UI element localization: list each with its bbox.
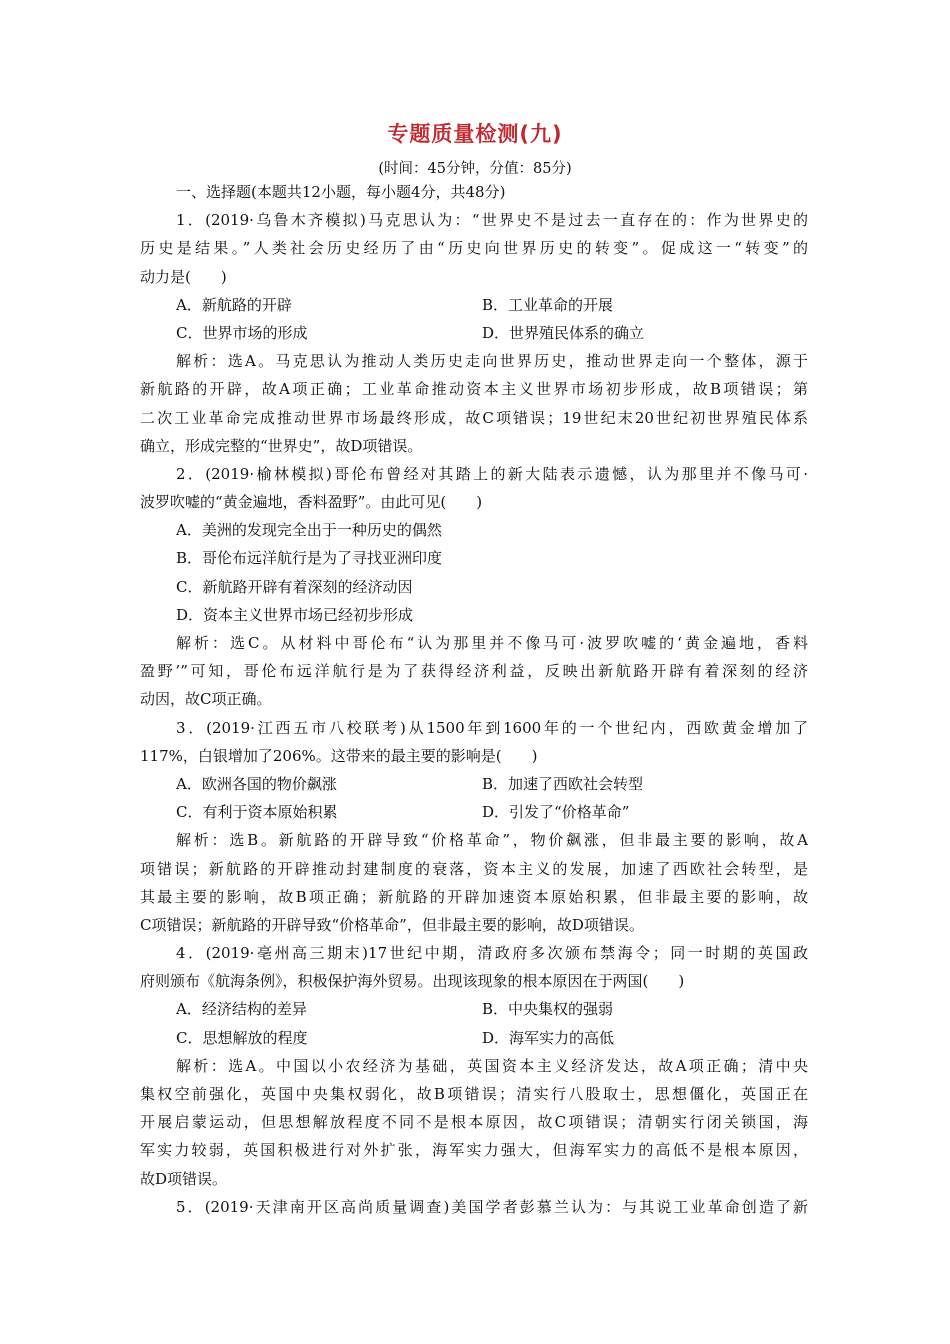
option-a: A．美洲的发现完全出于一种历史的偶然 xyxy=(176,521,442,540)
question-stem-line: 波罗吹嘘的“黄金遍地，香料盈野”。由此可见( ) xyxy=(140,493,483,512)
analysis-line: 新航路的开辟，故A项正确；工业革命推动资本主义世界市场初步形成，故B项错误；第 xyxy=(140,380,808,399)
option-d: D．海军实力的高低 xyxy=(482,1028,615,1047)
option-row xyxy=(140,1024,808,1052)
analysis-line: 集权空前强化，英国中央集权弱化，故B项错误；清实行八股取士，思想僵化，英国正在 xyxy=(140,1085,808,1103)
option-d: D．资本主义世界市场已经初步形成 xyxy=(176,605,414,624)
option-c: C．世界市场的形成 xyxy=(176,323,308,342)
analysis-line: 解析：选B。新航路的开辟导致“价格革命”，物价飙涨，但非最主要的影响，故A xyxy=(176,831,808,850)
analysis-line: 开展启蒙运动，但思想解放程度不同不是根本原因，故C项错误；清朝实行闭关锁国，海 xyxy=(140,1113,808,1132)
document-body xyxy=(140,178,808,1221)
option-b: B．加速了西欧社会转型 xyxy=(482,774,644,793)
option-row xyxy=(140,798,808,826)
option-b: B．中央集权的强弱 xyxy=(482,1000,614,1019)
question-5 xyxy=(140,1193,808,1221)
analysis-line: 解析：选C。从材料中哥伦布“认为那里并不像马可·波罗吹嘘的‘黄金遍地，香料 xyxy=(176,634,808,652)
page-title: 专题质量检测(九) xyxy=(387,122,563,146)
analysis-line: C项错误；新航路的开辟导致“价格革命”，但非最主要的影响，故D项错误。 xyxy=(140,915,644,934)
exam-info: (时间：45分钟，分值：85分) xyxy=(378,161,572,177)
question-2 xyxy=(140,460,808,714)
question-stem-line: 1．(2019·乌鲁木齐模拟)马克思认为：“世界史不是过去一直存在的：作为世界史的 xyxy=(176,211,808,230)
question-stem-line: 5．(2019·天津南开区高尚质量调查)美国学者彭慕兰认为：与其说工业革命创造了新 xyxy=(176,1197,808,1216)
analysis-line: 确立，形成完整的“世界史”，故D项错误。 xyxy=(140,436,423,455)
question-stem-line: 动力是( ) xyxy=(140,267,227,286)
question-stem-line: 117%，白银增加了206%。这带来的最主要的影响是( ) xyxy=(140,746,538,765)
question-1 xyxy=(140,206,808,460)
question-stem-line: 历史是结果。”人类社会历史经历了由“历史向世界历史的转变”。促成这一“转变”的 xyxy=(140,239,808,258)
option-c: C．有利于资本原始积累 xyxy=(176,803,338,822)
analysis-line: 解析：选A。中国以小农经济为基础，英国资本主义经济发达，故A项正确；清中央 xyxy=(176,1056,808,1075)
option-d: D．引发了“价格革命” xyxy=(482,803,630,822)
option-a: A．新航路的开辟 xyxy=(176,295,292,314)
question-stem-line: 4．(2019·亳州高三期末)17世纪中期，清政府多次颁布禁海令；同一时期的英国政 xyxy=(176,944,808,963)
question-stem-line: 3．(2019·江西五市八校联考)从1500年到1600年的一个世纪内，西欧黄金增加了 xyxy=(176,718,808,737)
analysis-line: 解析：选A。马克思认为推动人类历史走向世界历史，推动世界走向一个整体，源于 xyxy=(176,352,808,371)
option-c: C．思想解放的程度 xyxy=(176,1028,308,1047)
question-3 xyxy=(140,714,808,940)
question-4 xyxy=(140,939,808,1193)
analysis-line: 盈野’”可知，哥伦布远洋航行是为了获得经济利益，反映出新航路开辟有着深刻的经济 xyxy=(140,662,808,681)
question-stem-line: 府则颁布《航海条例》，积极保护海外贸易。出现该现象的根本原因在于两国( ) xyxy=(140,972,685,991)
question-stem-line: 2．(2019·榆林模拟)哥伦布曾经对其踏上的新大陆表示遗憾，认为那里并不像马可· xyxy=(176,464,808,483)
option-b: B．工业革命的开展 xyxy=(482,295,614,314)
option-d: D．世界殖民体系的确立 xyxy=(482,323,645,342)
option-a: A．欧洲各国的物价飙涨 xyxy=(176,774,337,793)
option-row xyxy=(140,291,808,319)
section-heading: 一、选择题(本题共12小题，每小题4分，共48分) xyxy=(176,183,506,201)
analysis-line: 其最主要的影响，故B项正确；新航路的开辟加速资本原始积累，但非最主要的影响，故 xyxy=(140,887,808,906)
option-b: B．哥伦布远洋航行是为了寻找亚洲印度 xyxy=(176,549,443,568)
analysis-line: 二次工业革命完成推动世界市场最终形成，故C项错误；19世纪末20世纪初世界殖民体系 xyxy=(140,408,808,427)
analysis-line: 军实力较弱，英国积极进行对外扩张，海军实力强大，但海军实力的高低不是根本原因， xyxy=(140,1141,808,1160)
analysis-line: 动因，故C项正确。 xyxy=(140,690,272,709)
option-row xyxy=(140,995,808,1023)
option-row xyxy=(140,770,808,798)
analysis-line: 故D项错误。 xyxy=(140,1169,228,1188)
option-a: A．经济结构的差异 xyxy=(176,1000,307,1019)
option-row xyxy=(140,319,808,347)
analysis-line: 项错误；新航路的开辟推动封建制度的衰落，资本主义的发展，加速了西欧社会转型，是 xyxy=(140,859,808,878)
option-c: C．新航路开辟有着深刻的经济动因 xyxy=(176,577,413,596)
